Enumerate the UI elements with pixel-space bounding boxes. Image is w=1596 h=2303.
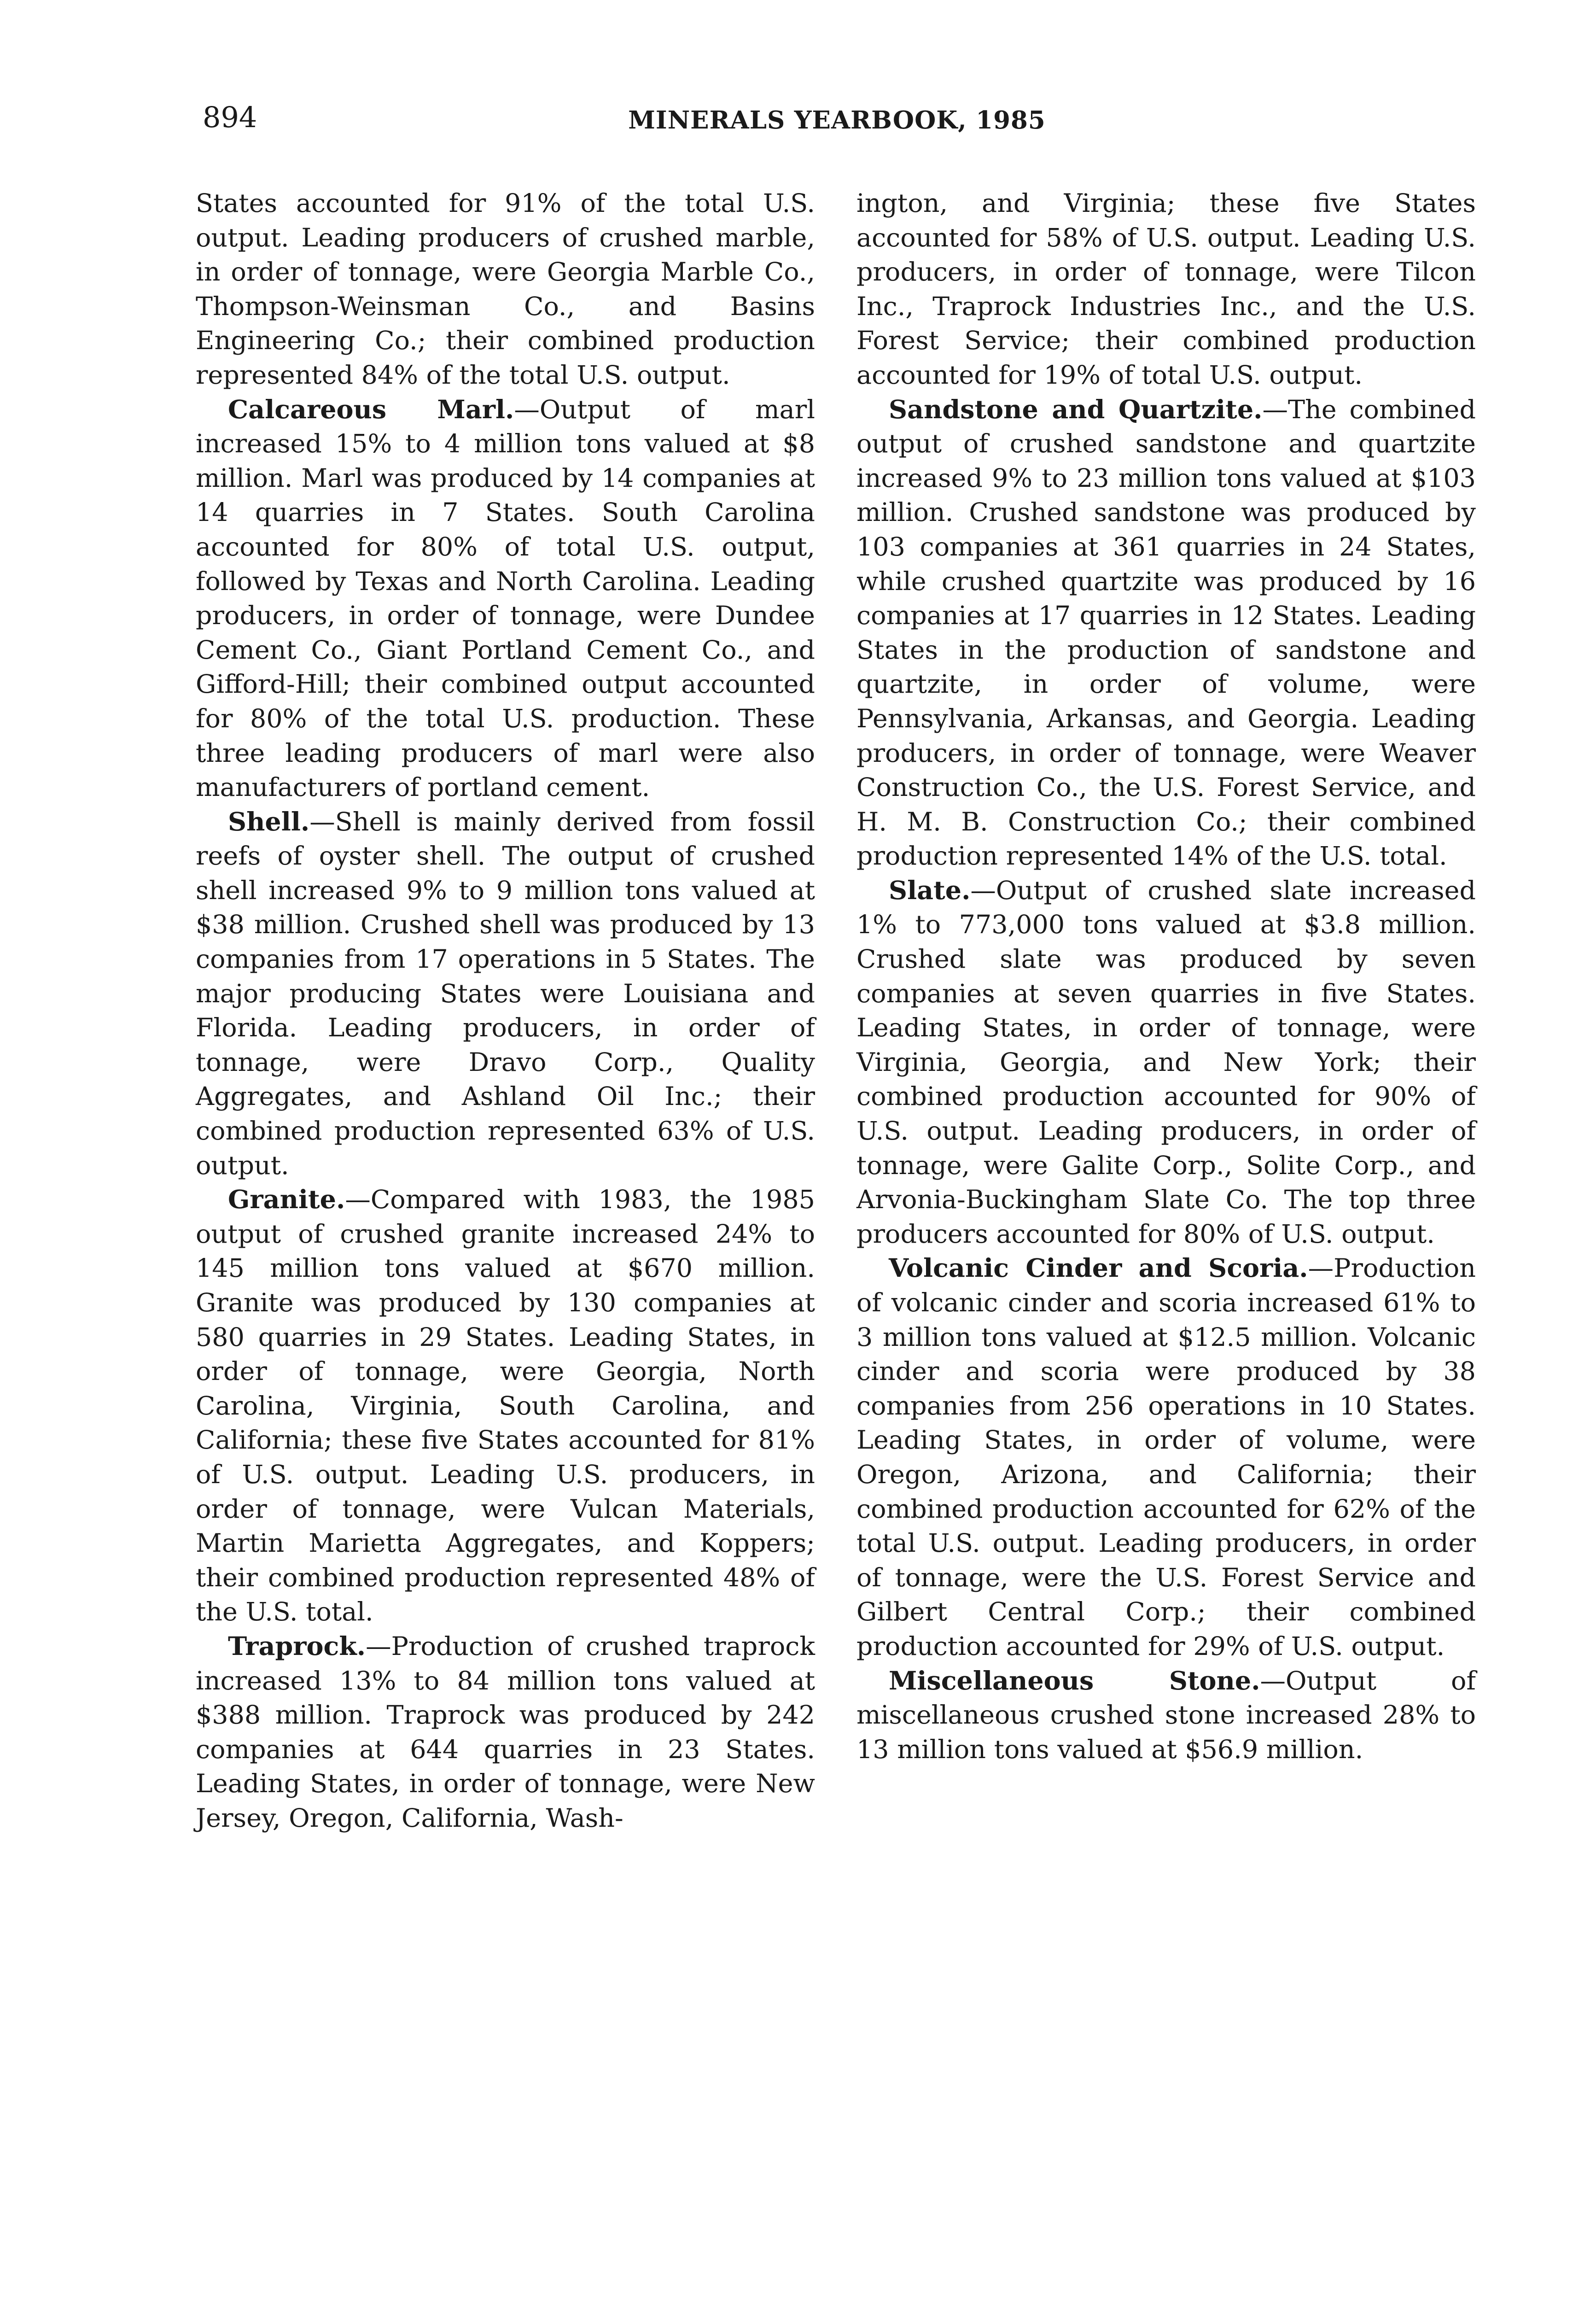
section-heading: Shell. [228, 807, 310, 837]
body-columns [196, 187, 1483, 1983]
paragraph-text: —Production of volcanic cinder and scoria increased 61% to 3 million tons valued at $12.5 million. Volcanic cinder and scoria were produced by 38 companies from 256 operations in 10 States. Leading States, in order of volume, were Oregon, Arizona, and California; their combined production accounted for 62% of the total U.S. output. Leading producers, in order of tonnage, were the U.S. Forest Service and Gilbert Central Corp.; their combined production accounted for 29% of U.S. output. [856, 1253, 1476, 1661]
left-column [196, 187, 815, 1836]
paragraph-text: States accounted for 91% of the total U.S. output. Leading producers of crushed marble, in order of tonnage, were Georgia Marble Co., Thompson-Weinsman Co., and Basins Engineering Co.; their combined production represented 84% of the total U.S. output. [196, 188, 815, 390]
paragraph-traprock [196, 1630, 815, 1836]
paragraph-shell [196, 805, 815, 1183]
section-heading: Calcareous Marl. [228, 394, 514, 425]
paragraph-marble-continued [196, 187, 815, 393]
running-title: MINERALS YEARBOOK, 1985 [628, 106, 1046, 134]
section-heading: Sandstone and Quartzite. [889, 394, 1263, 425]
paragraph-calcareous-marl [196, 393, 815, 805]
page-number: 894 [203, 100, 257, 134]
right-column [856, 187, 1476, 1767]
paragraph-text: —Output of crushed slate increased 1% to 773,000 tons valued at $3.8 million. Crushed slate was produced by seven companies at seven quarries in five States. Leading States, in order of tonnage, were Virginia, Georgia, and New York; their combined production accounted for 90% of U.S. output. Leading producers, in order of tonnage, were Galite Corp., Solite Corp., and Arvonia-Buckingham Slate Co. The top three producers accounted for 80% of U.S. output. [856, 875, 1476, 1249]
paragraph-text: —Production of crushed traprock increased 13% to 84 million tons valued at $388 million. Traprock was produced by 242 companies at 644 quarries in 23 States. Leading States, in order of tonnage, were New Jersey, Oregon, California, Wash- [196, 1631, 815, 1833]
paragraph-traprock-continued [856, 187, 1476, 393]
paragraph-text: —Output of miscellaneous crushed stone increased 28% to 13 million tons valued at $56.9 million. [856, 1666, 1476, 1765]
paragraph-text: ington, and Virginia; these five States accounted for 58% of U.S. output. Leading U.S. producers, in order of tonnage, were Tilcon Inc., Traprock Industries Inc., and the U.S. Forest Service; their combined production accounted for 19% of total U.S. output. [856, 188, 1476, 390]
paragraph-slate [856, 874, 1476, 1252]
section-heading: Granite. [228, 1185, 345, 1215]
paragraph-text: —Shell is mainly derived from fossil reefs of oyster shell. The output of crushed shell increased 9% to 9 million tons valued at $38 million. Crushed shell was produced by 13 companies from 17 operations in 5 States. The major producing States were Louisiana and Florida. Leading producers, in order of tonnage, were Dravo Corp., Quality Aggregates, and Ashland Oil Inc.; their combined production represented 63% of U.S. output. [196, 807, 815, 1181]
paragraph-granite [196, 1183, 815, 1630]
paragraph-text: —The combined output of crushed sandstone and quartzite increased 9% to 23 million tons valued at $103 million. Crushed sandstone was produced by 103 companies at 361 quarries in 24 States, while crushed quartzite was produced by 16 companies at 17 quarries in 12 States. Leading States in the production of sandstone and quartzite, in order of volume, were Pennsylvania, Arkansas, and Georgia. Leading producers, in order of tonnage, were Weaver Construction Co., the U.S. Forest Service, and H. M. B. Construction Co.; their combined production represented 14% of the U.S. total. [856, 394, 1476, 871]
section-heading: Miscellaneous Stone. [889, 1666, 1260, 1696]
paragraph-volcanic-cinder-scoria [856, 1251, 1476, 1664]
paragraph-text: —Output of marl increased 15% to 4 million tons valued at $8 million. Marl was produced by 14 companies at 14 quarries in 7 States. South Carolina accounted for 80% of total U.S. output, followed by Texas and North Carolina. Leading producers, in order of tonnage, were Dundee Cement Co., Giant Portland Cement Co., and Gifford-Hill; their combined output accounted for 80% of the total U.S. production. These three leading producers of marl were also manufacturers of portland cement. [196, 394, 815, 803]
section-heading: Volcanic Cinder and Scoria. [889, 1253, 1308, 1284]
paragraph-sandstone-quartzite [856, 393, 1476, 874]
section-heading: Traprock. [228, 1631, 366, 1661]
page-header [203, 94, 1471, 150]
section-heading: Slate. [889, 875, 971, 906]
paragraph-miscellaneous-stone [856, 1664, 1476, 1767]
paragraph-text: —Compared with 1983, the 1985 output of crushed granite increased 24% to 145 million tons valued at $670 million. Granite was produced by 130 companies at 580 quarries in 29 States. Leading States, in order of tonnage, were Georgia, North Carolina, Virginia, South Carolina, and California; these five States accounted for 81% of U.S. output. Leading U.S. producers, in order of tonnage, were Vulcan Materials, Martin Marietta Aggregates, and Koppers; their combined production represented 48% of the U.S. total. [196, 1185, 815, 1627]
